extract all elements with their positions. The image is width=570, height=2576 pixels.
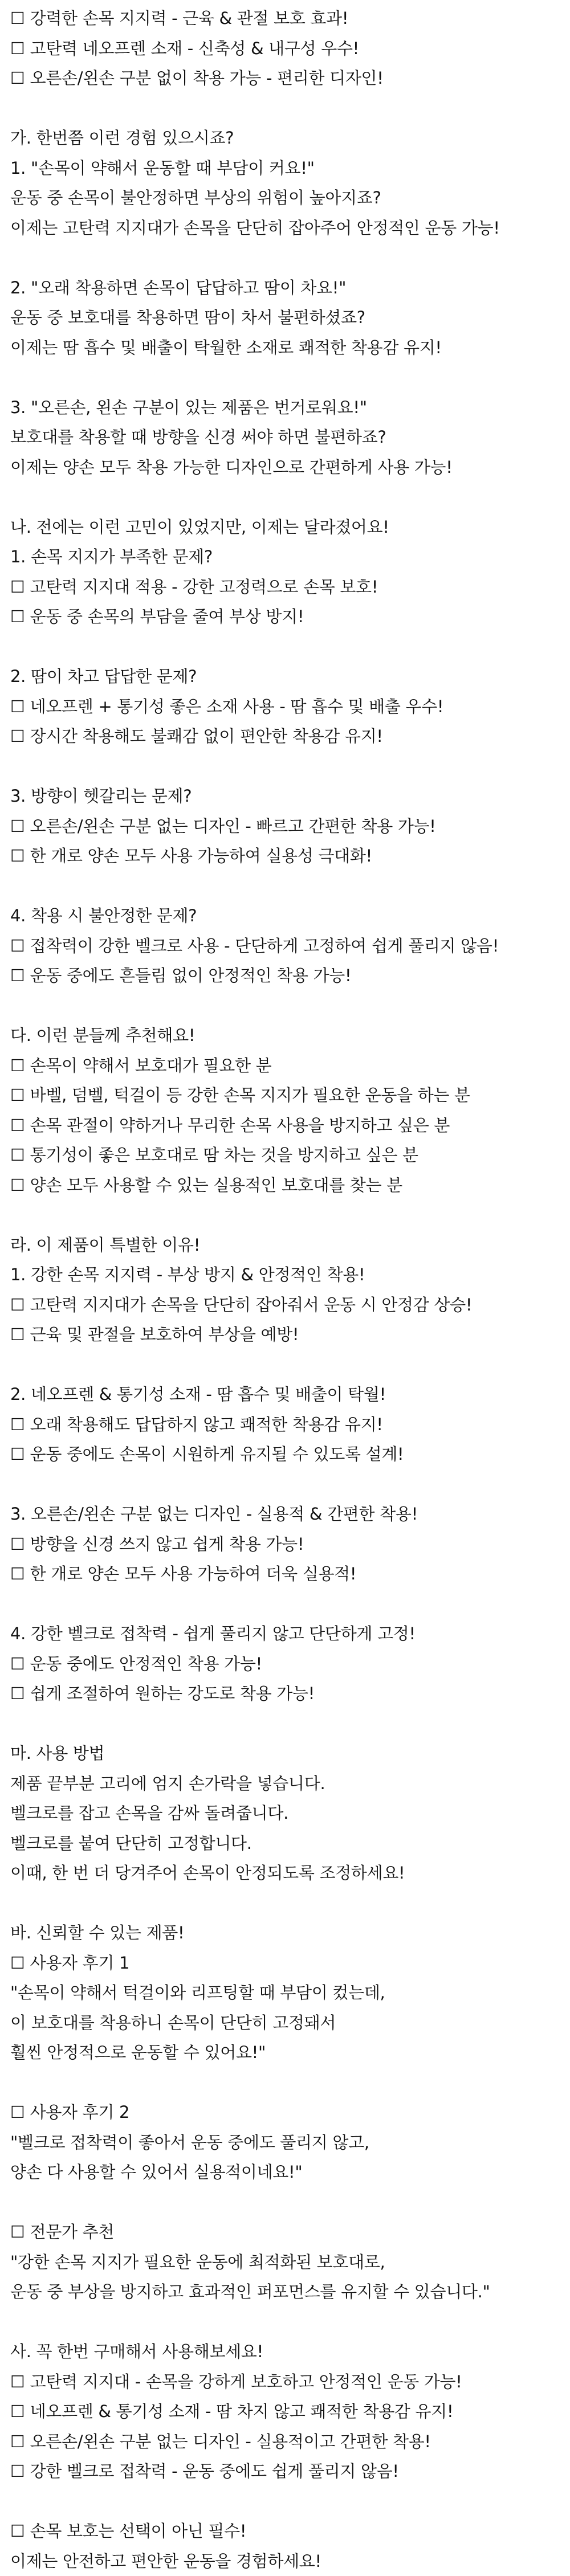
- text-line: 제품 끝부분 고리에 엄지 손가락을 넣습니다.: [10, 1769, 560, 1799]
- text-line: ☐ 운동 중에도 흔들림 없이 안정적인 착용 가능!: [10, 961, 560, 991]
- text-line: 2. "오래 착용하면 손목이 답답하고 땀이 차요!": [10, 273, 560, 303]
- text-line: 2. 네오프렌 & 통기성 소재 - 땀 흡수 및 배출이 탁월!: [10, 1379, 560, 1410]
- text-line: ☐ 네오프렌 & 통기성 소재 - 땀 차지 않고 쾌적한 착용감 유지!: [10, 2397, 560, 2427]
- text-line: ☐ 통기성이 좋은 보호대로 땀 차는 것을 방지하고 싶은 분: [10, 1140, 560, 1170]
- text-line: ☐ 운동 중 손목의 부담을 줄여 부상 방지!: [10, 602, 560, 632]
- text-line: 훨씬 안정적으로 운동할 수 있어요!": [10, 2038, 560, 2068]
- blank-line: [10, 2187, 560, 2218]
- text-line: ☐ 오른손/왼손 구분 없는 디자인 - 빠르고 간편한 착용 가능!: [10, 811, 560, 842]
- blank-line: [10, 871, 560, 901]
- text-line: 이제는 땀 흡수 및 배출이 탁월한 소재로 쾌적한 착용감 유지!: [10, 333, 560, 363]
- blank-line: [10, 1589, 560, 1619]
- text-line: ☐ 고탄력 지지대 적용 - 강한 고정력으로 손목 보호!: [10, 572, 560, 602]
- text-line: ☐ 오른손/왼손 구분 없는 디자인 - 실용적이고 간편한 착용!: [10, 2427, 560, 2457]
- blank-line: [10, 2487, 560, 2517]
- text-line: ☐ 장시간 착용해도 불쾌감 없이 편안한 착용감 유지!: [10, 721, 560, 752]
- text-line: ☐ 사용자 후기 2: [10, 2097, 560, 2128]
- text-line: ☐ 바벨, 덤벨, 턱걸이 등 강한 손목 지지가 필요한 운동을 하는 분: [10, 1080, 560, 1111]
- text-line: 3. 오른손/왼손 구분 없는 디자인 - 실용적 & 간편한 착용!: [10, 1499, 560, 1529]
- text-line: 이제는 고탄력 지지대가 손목을 단단히 잡아주어 안정적인 운동 가능!: [10, 213, 560, 243]
- text-line: ☐ 전문가 추천: [10, 2217, 560, 2247]
- text-line: 사. 꼭 한번 구매해서 사용해보세요!: [10, 2337, 560, 2367]
- text-line: "벨크로 접착력이 좋아서 운동 중에도 풀리지 않고,: [10, 2128, 560, 2158]
- text-line: 운동 중 부상을 방지하고 효과적인 퍼포먼스를 유지할 수 있습니다.": [10, 2277, 560, 2307]
- text-line: 가. 한번쯤 이런 경험 있으시죠?: [10, 123, 560, 153]
- blank-line: [10, 1200, 560, 1230]
- text-line: ☐ 강한 벨크로 접착력 - 운동 중에도 쉽게 풀리지 않음!: [10, 2456, 560, 2487]
- blank-line: [10, 243, 560, 273]
- text-line: ☐ 고탄력 지지대가 손목을 단단히 잡아줘서 운동 시 안정감 상승!: [10, 1290, 560, 1320]
- text-line: 1. "손목이 약해서 운동할 때 부담이 커요!": [10, 153, 560, 183]
- text-line: 이때, 한 번 더 당겨주어 손목이 안정되도록 조정하세요!: [10, 1858, 560, 1888]
- text-line: ☐ 근육 및 관절을 보호하여 부상을 예방!: [10, 1320, 560, 1350]
- text-line: ☐ 오른손/왼손 구분 없이 착용 가능 - 편리한 디자인!: [10, 63, 560, 93]
- text-line: ☐ 한 개로 양손 모두 사용 가능하여 더욱 실용적!: [10, 1559, 560, 1589]
- text-line: 2. 땀이 차고 답답한 문제?: [10, 662, 560, 692]
- text-line: 운동 중 보호대를 착용하면 땀이 차서 불편하셨죠?: [10, 303, 560, 333]
- text-line: 벨크로를 붙여 단단히 고정합니다.: [10, 1828, 560, 1859]
- text-line: 이제는 양손 모두 착용 가능한 디자인으로 간편하게 사용 가능!: [10, 452, 560, 483]
- text-line: ☐ 손목 관절이 약하거나 무리한 손목 사용을 방지하고 싶은 분: [10, 1111, 560, 1141]
- blank-line: [10, 1709, 560, 1739]
- text-line: 이제는 안전하고 편안한 운동을 경험하세요!: [10, 2546, 560, 2576]
- text-line: 라. 이 제품이 특별한 이유!: [10, 1230, 560, 1260]
- text-line: ☐ 손목이 약해서 보호대가 필요한 분: [10, 1051, 560, 1081]
- text-line: 마. 사용 방법: [10, 1738, 560, 1769]
- blank-line: [10, 93, 560, 124]
- text-line: ☐ 쉽게 조절하여 원하는 강도로 착용 가능!: [10, 1679, 560, 1709]
- text-line: "손목이 약해서 턱걸이와 리프팅할 때 부담이 컸는데,: [10, 1978, 560, 2008]
- text-line: ☐ 고탄력 지지대 - 손목을 강하게 보호하고 안정적인 운동 가능!: [10, 2367, 560, 2397]
- blank-line: [10, 1469, 560, 1500]
- text-line: 나. 전에는 이런 고민이 있었지만, 이제는 달라졌어요!: [10, 512, 560, 542]
- text-line: 1. 손목 지지가 부족한 문제?: [10, 542, 560, 572]
- blank-line: [10, 1350, 560, 1380]
- text-line: 양손 다 사용할 수 있어서 실용적이네요!": [10, 2157, 560, 2187]
- text-line: ☐ 고탄력 네오프렌 소재 - 신축성 & 내구성 우수!: [10, 34, 560, 64]
- text-line: ☐ 운동 중에도 손목이 시원하게 유지될 수 있도록 설계!: [10, 1439, 560, 1469]
- text-line: 1. 강한 손목 지지력 - 부상 방지 & 안정적인 착용!: [10, 1260, 560, 1290]
- blank-line: [10, 2068, 560, 2098]
- text-line: ☐ 접착력이 강한 벨크로 사용 - 단단하게 고정하여 쉽게 풀리지 않음!: [10, 931, 560, 961]
- text-line: ☐ 네오프렌 + 통기성 좋은 소재 사용 - 땀 흡수 및 배출 우수!: [10, 692, 560, 722]
- text-line: ☐ 사용자 후기 1: [10, 1948, 560, 1978]
- text-line: 바. 신뢰할 수 있는 제품!: [10, 1918, 560, 1948]
- text-line: 4. 강한 벨크로 접착력 - 쉽게 풀리지 않고 단단하게 고정!: [10, 1619, 560, 1649]
- text-line: 운동 중 손목이 불안정하면 부상의 위험이 높아지죠?: [10, 183, 560, 213]
- blank-line: [10, 482, 560, 512]
- blank-line: [10, 2307, 560, 2337]
- blank-line: [10, 752, 560, 782]
- text-line: ☐ 강력한 손목 지지력 - 근육 & 관절 보호 효과!: [10, 3, 560, 34]
- blank-line: [10, 362, 560, 393]
- text-line: ☐ 운동 중에도 안정적인 착용 가능!: [10, 1649, 560, 1679]
- text-line: ☐ 손목 보호는 선택이 아닌 필수!: [10, 2516, 560, 2546]
- text-line: 벨크로를 잡고 손목을 감싸 돌려줍니다.: [10, 1798, 560, 1828]
- text-line: ☐ 양손 모두 사용할 수 있는 실용적인 보호대를 찾는 분: [10, 1170, 560, 1201]
- text-line: 다. 이런 분들께 추천해요!: [10, 1020, 560, 1051]
- text-line: ☐ 오래 착용해도 답답하지 않고 쾌적한 착용감 유지!: [10, 1410, 560, 1440]
- text-line: "강한 손목 지지가 필요한 운동에 최적화된 보호대로,: [10, 2247, 560, 2277]
- text-line: 보호대를 착용할 때 방향을 신경 써야 하면 불편하죠?: [10, 422, 560, 452]
- text-line: ☐ 방향을 신경 쓰지 않고 쉽게 착용 가능!: [10, 1529, 560, 1560]
- text-line: 이 보호대를 착용하니 손목이 단단히 고정돼서: [10, 2008, 560, 2038]
- blank-line: [10, 632, 560, 662]
- text-line: 3. "오른손, 왼손 구분이 있는 제품은 번거로워요!": [10, 393, 560, 423]
- blank-line: [10, 1888, 560, 1918]
- text-line: ☐ 한 개로 양손 모두 사용 가능하여 실용성 극대화!: [10, 841, 560, 871]
- blank-line: [10, 991, 560, 1021]
- text-line: 3. 방향이 헷갈리는 문제?: [10, 781, 560, 811]
- text-line: 4. 착용 시 불안정한 문제?: [10, 901, 560, 931]
